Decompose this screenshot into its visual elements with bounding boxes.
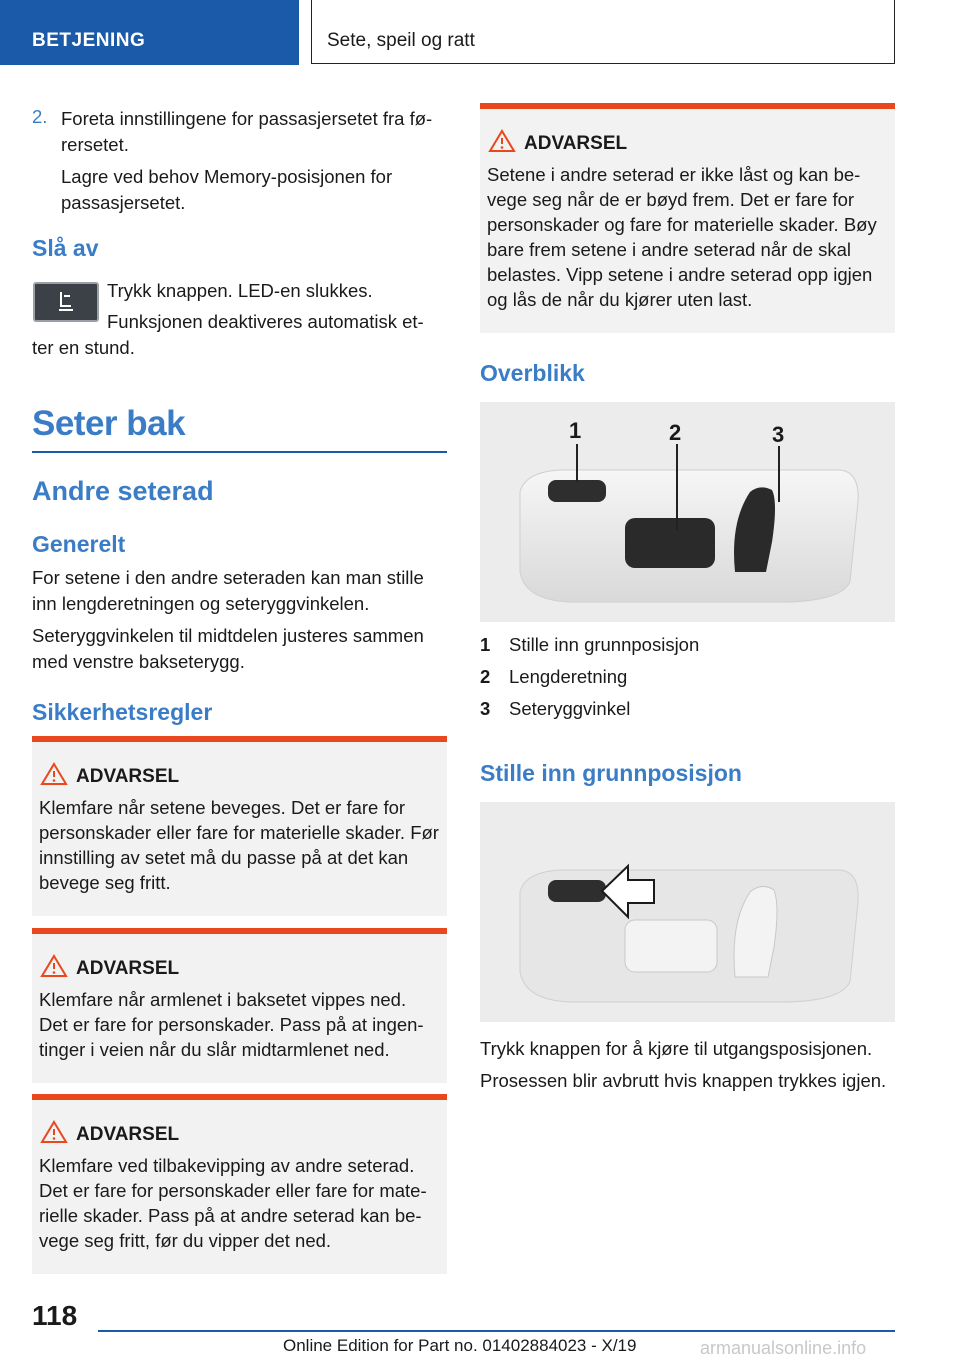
- warning-triangle-icon: [488, 129, 516, 153]
- general-heading: Generelt: [32, 531, 126, 557]
- warning-box: [480, 103, 895, 333]
- general-paragraph-1: For setene i den andre seteraden kan man stille inn lengderetningen og seteryggvinkelen.: [32, 567, 424, 614]
- warning-text: Klemfare når setene beveges. Det er fare for personskader eller fare for materielle skader. Før innstilling av setet må du passe på at det kan bevege seg fritt.: [39, 797, 439, 893]
- chapter-title: Sete, speil og ratt: [327, 30, 475, 51]
- step-text: Foreta innstillingene for passasjersetet fra fø-rersetet.: [61, 108, 433, 155]
- basic-position-image: [480, 802, 895, 1022]
- watermark: armanualsonline.info: [700, 1338, 867, 1358]
- footer-rule: [98, 1330, 895, 1332]
- section-title: BETJENING: [32, 30, 146, 51]
- basic-position-heading: Stille inn grunnposisjon: [480, 760, 742, 786]
- warning-title: ADVARSEL: [76, 766, 180, 787]
- edition-text: Online Edition for Part no. 01402884023 - X/19: [283, 1336, 637, 1355]
- warning-box: [32, 1094, 447, 1274]
- basic-paragraph-1: Trykk knappen for å kjøre til utgangsposisjonen.: [480, 1038, 873, 1059]
- section-tab: [0, 0, 299, 65]
- off-line1: Trykk knappen. LED-en slukkes.: [107, 280, 373, 301]
- chapter-tab: [311, 0, 895, 64]
- off-line2: Funksjonen deaktiveres automatisk et-ter en stund.: [32, 311, 424, 358]
- warning-text: Klemfare ved tilbakevipping av andre seterad. Det er fare for personskader eller fare for mate-rielle skader. Pass på at andre seterad kan be-vege seg fritt, før du vipper det ned.: [39, 1155, 427, 1251]
- list-item: 3 Seteryggvinkel: [480, 698, 631, 719]
- basic-paragraph-2: Prosessen blir avbrutt hvis knappen trykkes igjen.: [480, 1070, 887, 1091]
- callout-2: 2: [669, 420, 682, 445]
- warning-triangle-icon: [40, 1120, 68, 1144]
- heading-rule: [32, 451, 447, 453]
- page-heading: Seter bak: [32, 404, 186, 443]
- warning-text: Klemfare når armlenet i baksetet vippes ned. Det er fare for personskader. Pass på at ingen-tinger i veien når du slår midtarmlenet ned.: [39, 989, 424, 1060]
- list-item: 1 Stille inn grunnposisjon: [480, 634, 700, 655]
- step-number: 2.: [32, 106, 48, 127]
- step-subtext: Lagre ved behov Memory-posisjonen for passasjersetet.: [61, 166, 393, 213]
- general-paragraph-2: Seteryggvinkelen til midtdelen justeres sammen med venstre bakseterygg.: [32, 625, 424, 672]
- off-heading: Slå av: [32, 235, 99, 261]
- callout-3: 3: [772, 422, 785, 447]
- warning-title: ADVARSEL: [76, 1124, 180, 1145]
- seat-controls-image: [480, 402, 895, 622]
- warning-title: ADVARSEL: [524, 133, 628, 154]
- warning-box: [32, 736, 447, 916]
- warning-triangle-icon: [40, 954, 68, 978]
- warning-triangle-icon: [40, 762, 68, 786]
- legend-list: [480, 634, 895, 730]
- warning-text: Setene i andre seterad er ikke låst og kan be-vege seg når de er bøyd frem. Det er fare for personskader og fare for materielle skader. Bøy bare frem setene i andre seterad når de skal belastes. Vipp setene i andre seterad opp igjen og lås de når du kjører uten last.: [487, 164, 877, 310]
- overview-heading: Overblikk: [480, 360, 585, 386]
- warning-title: ADVARSEL: [76, 958, 180, 979]
- list-item: 2 Lengderetning: [480, 666, 628, 687]
- callout-1: 1: [569, 418, 582, 443]
- subsection-heading: Andre seterad: [32, 476, 214, 506]
- safety-heading: Sikkerhetsregler: [32, 699, 213, 725]
- page-number: 118: [32, 1300, 78, 1331]
- warning-box: [32, 928, 447, 1083]
